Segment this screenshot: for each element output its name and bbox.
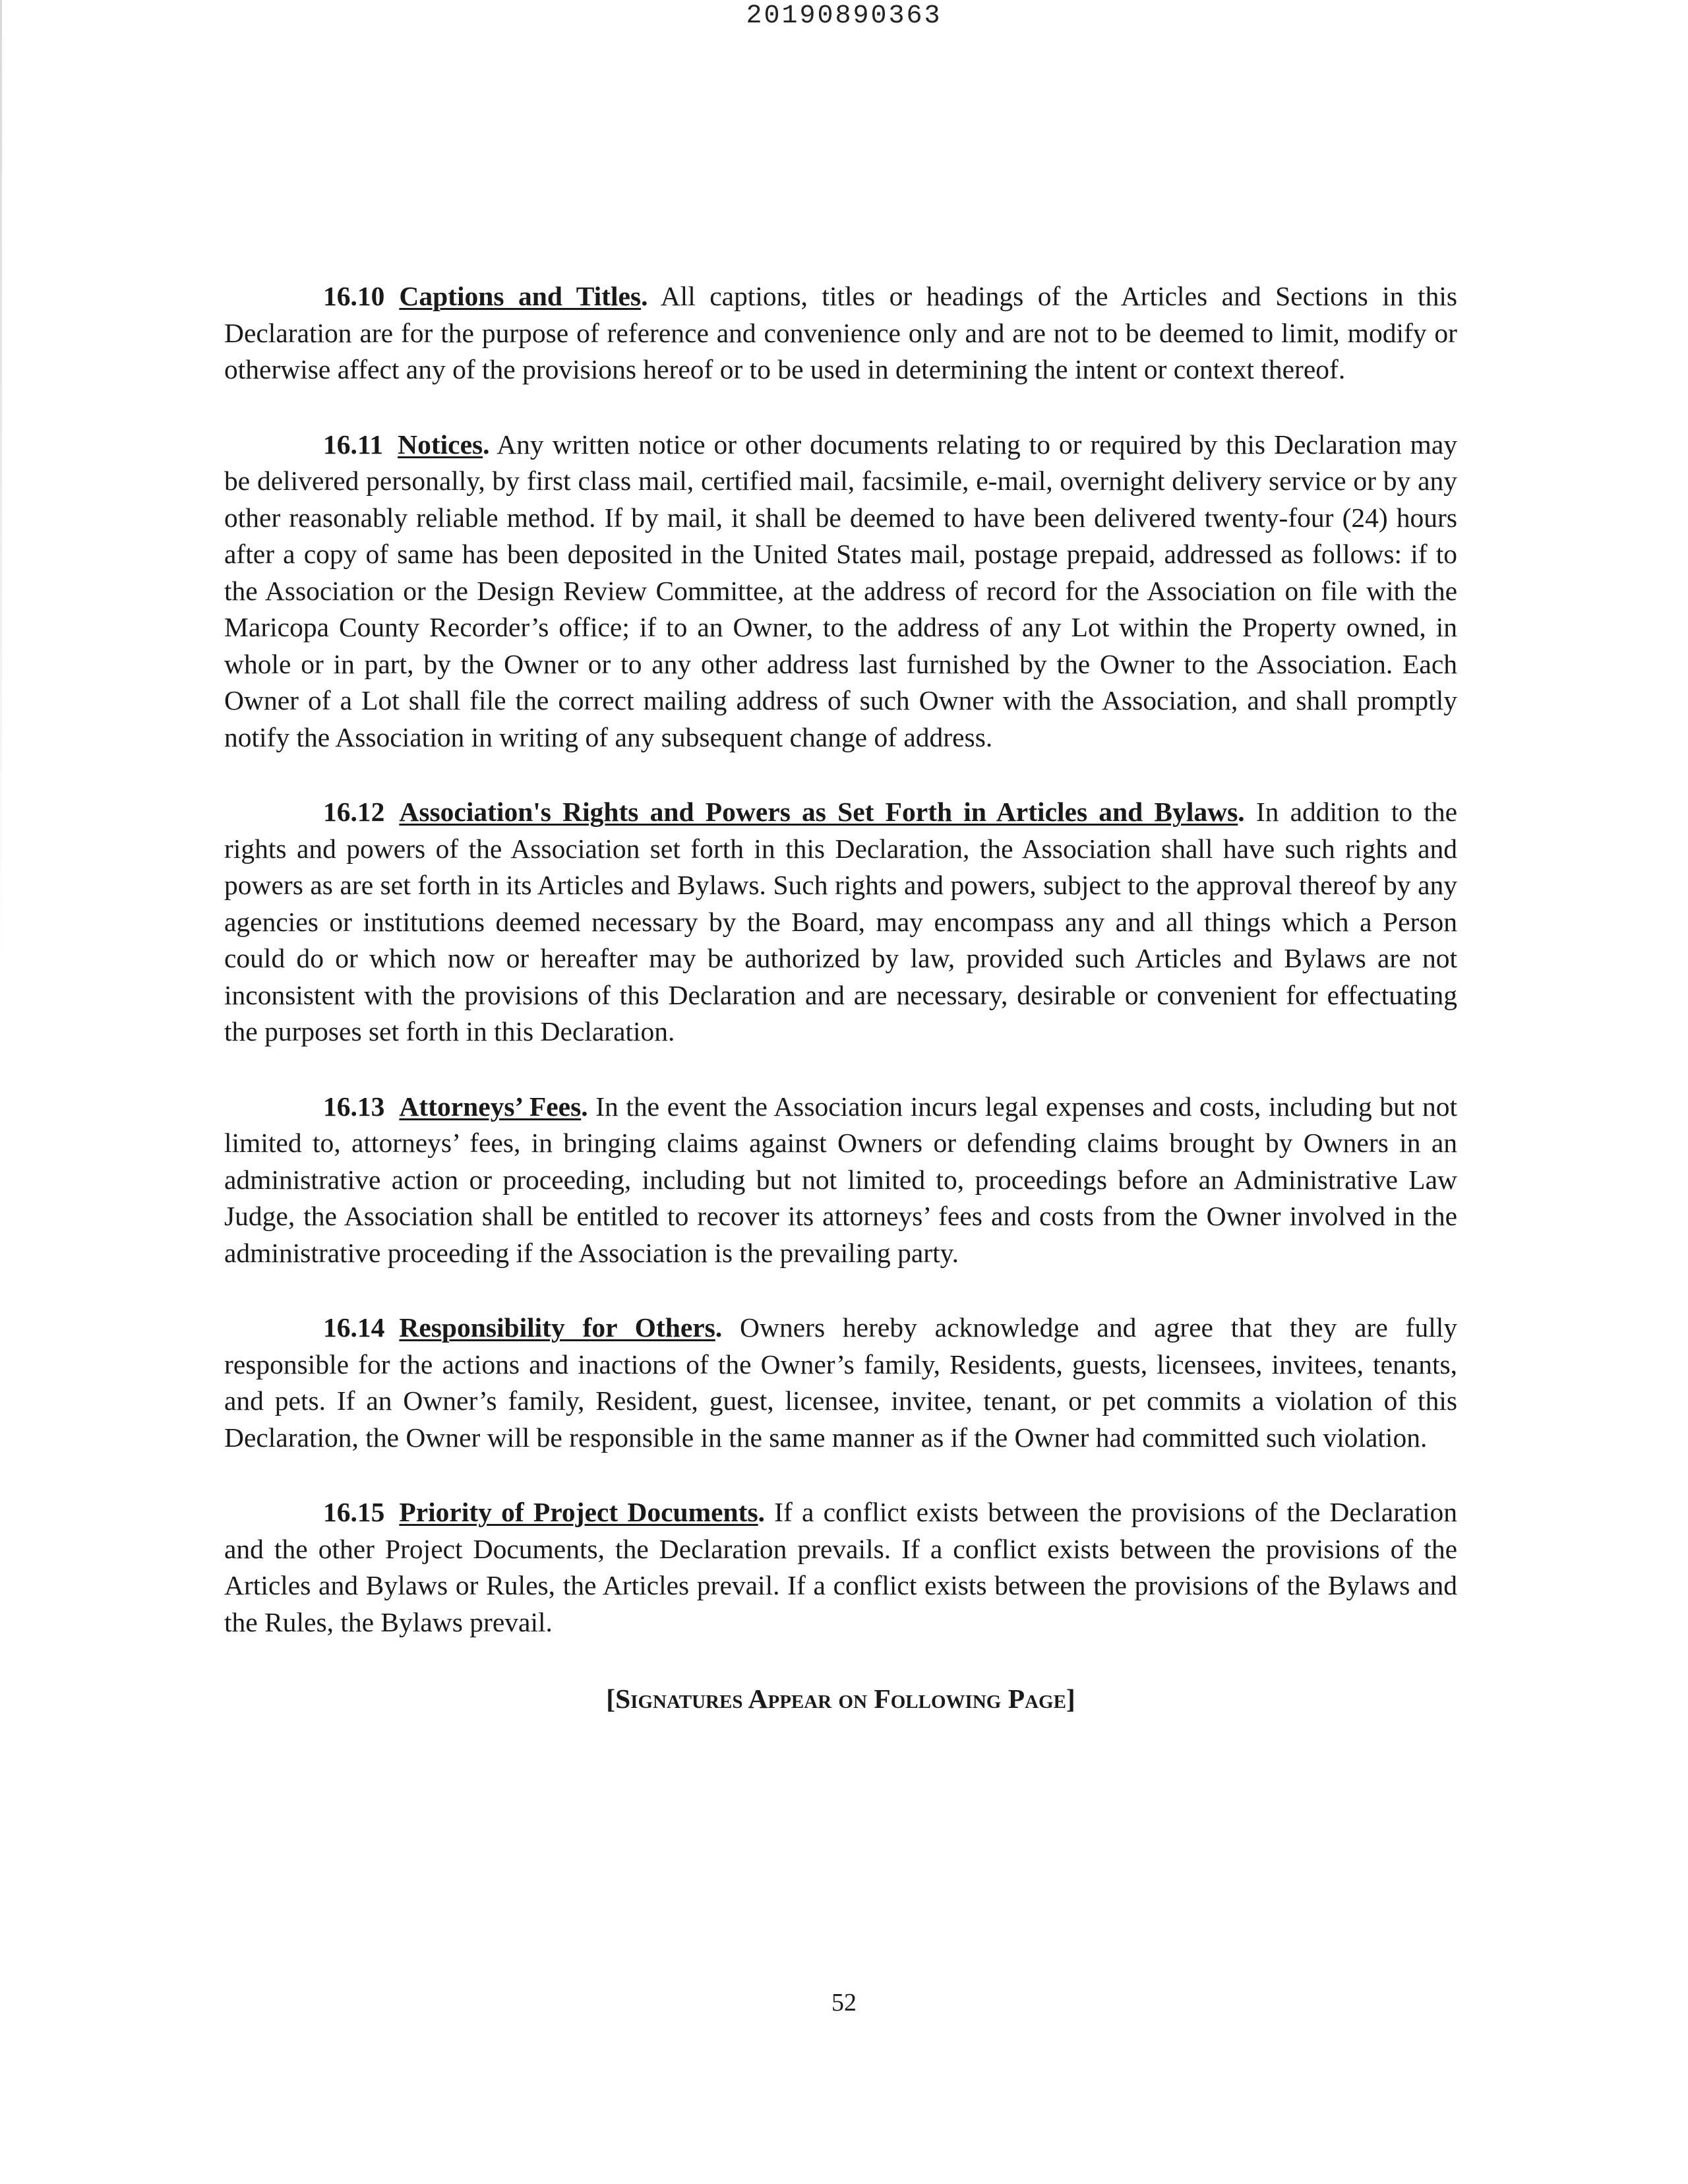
signature-note: [Signatures Appear on Following Page] [606, 1684, 1075, 1714]
section-number: 16.10 [323, 281, 385, 311]
section-title: Responsibility for Others [399, 1312, 715, 1343]
section-text: In addition to the rights and powers of the Association set forth in this Declaration, the Association shall have such rights and powers as are set forth in its Articles and Bylaws. Such rights and powers, subject to the approval thereof by any agencies or institutions deemed necessary by the Board, may encompass any and all things which a Person could do or which now or hereafter may be authorized by law, provided such Articles and Bylaws are not inconsistent with the provisions of this Declaration and are necessary, desirable or convenient for effectuating the purposes set forth in this Declaration. [224, 797, 1458, 1046]
section-16-13: 16.13 Attorneys’ Fees. In the event the Association incurs legal expenses and costs, including but not limited to, attorneys’ fees, in bringing claims against Owners or defending claims brought by Owners in an administrative action or proceeding, including but not limited to, proceedings before an Administrative Law Judge, the Association shall be entitled to recover its attorneys’ fees and costs from the Owner involved in the administrative proceeding if the Association is the prevailing party. [224, 1091, 1457, 1268]
section-text: In the event the Association incurs legal expenses and costs, including but not limited to, attorneys’ fees, in bringing claims against Owners or defending claims brought by Owners in an administrative action or proceeding, including but not limited to, proceedings before an Administrative Law Judge, the Association shall be entitled to recover its attorneys’ fees and costs from the Owner involved in the administrative proceeding if the Association is the prevailing party. [224, 1091, 1457, 1268]
section-number: 16.14 [323, 1312, 385, 1343]
section-text: All captions, titles or headings of the Articles and Sections in this Declaration are for the purpose of reference and convenience only and are not to be deemed to limit, modify or otherwise affect any of the provisions hereof or to be used in determining the intent or context thereof. [224, 281, 1458, 384]
document-number: 20190890363 [746, 1, 942, 31]
section-16-14: 16.14 Responsibility for Others. Owners hereby acknowledge and agree that they are fully responsible for the actions and inactions of the Owner’s family, Residents, guests, licensees, invitees, tenants, and pets. If an Owner’s family, Resident, guest, licensee, invitee, tenant, or pet commits a violation of this Declaration, the Owner will be responsible in the same manner as if the Owner had committed such violation. [224, 1312, 1457, 1453]
section-16-15: 16.15 Priority of Project Documents. If a conflict exists between the provisions of the Declaration and the other Project Documents, the Declaration prevails. If a conflict exists between the provisions of the Articles and Bylaws or Rules, the Articles prevail. If a conflict exists between the provisions of the Bylaws and the Rules, the Bylaws prevail. [224, 1497, 1457, 1637]
section-title: Priority of Project Documents [399, 1497, 758, 1527]
section-number: 16.15 [323, 1497, 385, 1527]
section-16-11: 16.11 Notices. Any written notice or other documents relating to or required by this Declaration may be delivered personally, by first class mail, certified mail, facsimile, e-mail, overnight delivery service or by any other reasonably reliable method. If by mail, it shall be deemed to have been delivered twenty-four (24) hours after a copy of same has been deposited in the United States mail, postage prepaid, addressed as follows: if to the Association or the Design Review Committee, at the address of record for the Association on file with the Maricopa County Recorder’s office; if to an Owner, to the address of any Lot within the Property owned, in whole or in part, by the Owner or to any other address last furnished by the Owner to the Association. Each Owner of a Lot shall file the correct mailing address of such Owner with the Association, and shall promptly notify the Association in writing of any subsequent change of address. [224, 429, 1457, 752]
section-text: Owners hereby acknowledge and agree that they are fully responsible for the actions and inactions of the Owner’s family, Residents, guests, licensees, invitees, tenants, and pets. If an Owner’s family, Resident, guest, licensee, invitee, tenant, or pet commits a violation of this Declaration, the Owner will be responsible in the same manner as if the Owner had committed such violation. [224, 1312, 1457, 1453]
page-number: 52 [831, 1989, 857, 2017]
section-16-12: 16.12 Association's Rights and Powers as Set Forth in Articles and Bylaws. In addition to the rights and powers of the Association set forth in this Declaration, the Association shall have such rights and powers as are set forth in its Articles and Bylaws. Such rights and powers, subject to the approval thereof by any agencies or institutions deemed necessary by the Board, may encompass any and all things which a Person could do or which now or hereafter may be authorized by law, provided such Articles and Bylaws are not inconsistent with the provisions of this Declaration and are necessary, desirable or convenient for effectuating the purposes set forth in this Declaration. [224, 797, 1458, 1046]
section-text: Any written notice or other documents relating to or required by this Declaration may be delivered personally, by first class mail, certified mail, facsimile, e-mail, overnight delivery service or by any other reasonably reliable method. If by mail, it shall be deemed to have been delivered twenty-four (24) hours after a copy of same has been deposited in the United States mail, postage prepaid, addressed as follows: if to the Association or the Design Review Committee, at the address of record for the Association on file with the Maricopa County Recorder’s office; if to an Owner, to the address of any Lot within the Property owned, in whole or in part, by the Owner or to any other address last furnished by the Owner to the Association. Each Owner of a Lot shall file the correct mailing address of such Owner with the Association, and shall promptly notify the Association in writing of any subsequent change of address. [224, 429, 1457, 752]
section-16-10: 16.10 Captions and Titles. All captions, titles or headings of the Articles and Sections in this Declaration are for the purpose of reference and convenience only and are not to be deemed to limit, modify or otherwise affect any of the provisions hereof or to be used in determining the intent or context thereof. [224, 281, 1458, 384]
section-number: 16.13 [323, 1091, 385, 1122]
section-number: 16.12 [323, 797, 385, 827]
scan-edge [0, 0, 2, 956]
section-title: Notices [398, 429, 483, 460]
section-title: Attorneys’ Fees [399, 1091, 582, 1122]
section-text: If a conflict exists between the provisions of the Declaration and the other Project Documents, the Declaration prevails. If a conflict exists between the provisions of the Articles and Bylaws or Rules, the Articles prevail. If a conflict exists between the provisions of the Bylaws and the Rules, the Bylaws prevail. [224, 1497, 1457, 1637]
section-number: 16.11 [323, 429, 384, 460]
section-title: Captions and Titles [399, 281, 642, 311]
section-title: Association's Rights and Powers as Set Forth in Articles and Bylaws [399, 797, 1238, 827]
document-body [224, 278, 1457, 1714]
